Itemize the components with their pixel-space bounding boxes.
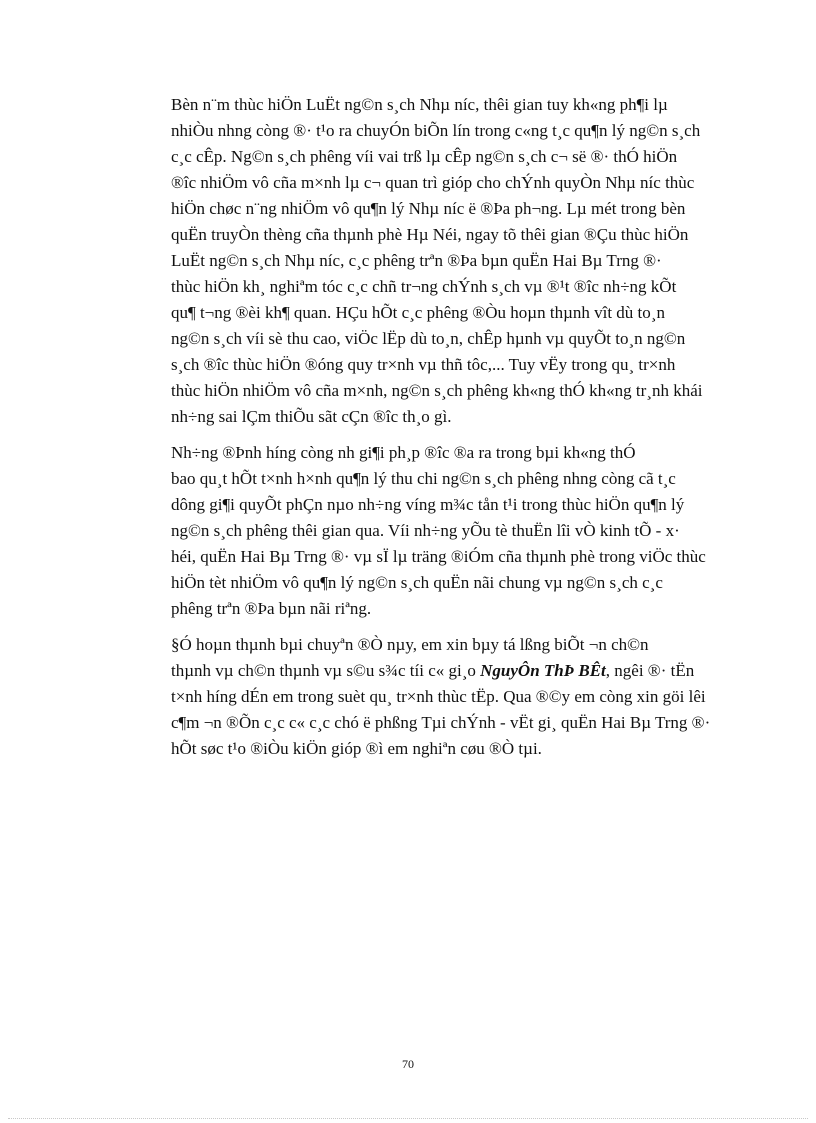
document-body (135, 92, 759, 772)
teacher-name: NguyÔn ThÞ BÊt (480, 661, 606, 680)
text-line: §Ó hoµn thµnh bµi chuyªn ®Ò nµy, em xin bµy tá lßng biÕt ¬n ch©n (171, 635, 649, 654)
text-line: nhiÒu nhng còng ®· t¹o ra chuyÓn biÕn lín trong c«ng t¸c qu¶n lý ng©n s¸ch (171, 121, 701, 140)
text-line: dông gi¶i quyÕt phÇn nµo nh÷ng víng m¾c tån t¹i trong thùc hiÖn qu¶n lý (171, 495, 685, 514)
text-line: ®îc nhiÖm vô cña m×nh lµ c¬ quan trì gióp cho chÝnh quyÒn Nhµ níc thùc (171, 173, 695, 192)
text-line: Nh÷ng ®Þnh híng còng nh gi¶i ph¸p ®îc ®a ra trong bµi kh«ng thÓ (171, 443, 636, 462)
text-line: hiÖn tèt nhiÖm vô qu¶n lý ng©n s¸ch quËn nãi chung vµ ng©n s¸ch c¸c (171, 573, 663, 592)
page-number: 70 (402, 1057, 414, 1071)
text-line: phêng trªn ®Þa bµn nãi riªng. (171, 599, 372, 618)
text-line: c¸c cÊp. Ng©n s¸ch phêng víi vai trß lµ cÊp ng©n s¸ch c¬ së ®· thÓ hiÖn (171, 147, 678, 166)
paragraph-3 (135, 632, 759, 762)
text-line: ng©n s¸ch phêng thêi gian qua. Víi nh÷ng yÕu tè thuËn lîi vÒ kinh tÕ - x· (171, 521, 680, 540)
text-segment: , ngêi ®· tËn (605, 661, 695, 680)
text-line: c¶m ¬n ®Õn c¸c c« c¸c chó ë phßng Tµi chÝnh - vËt gi¸ quËn Hai Bµ Trng ®· (171, 713, 711, 732)
paragraph-1 (135, 92, 759, 430)
text-line: s¸ch ®îc thùc hiÖn ®óng quy tr×nh vµ thñ tôc,... Tuy vËy trong qu¸ tr×nh (171, 355, 676, 374)
text-line: thùc hiÖn nhiÖm vô cña m×nh, ng©n s¸ch phêng kh«ng thÓ kh«ng tr¸nh khái (171, 381, 703, 400)
text-line: nh÷ng sai lÇm thiÕu sãt cÇn ®îc th¸o gì. (171, 407, 452, 426)
text-line: qu¶ t¬ng ®èi kh¶ quan. HÇu hÕt c¸c phêng ®Òu hoµn thµnh vît dù to¸n (171, 303, 665, 322)
text-line: hiÖn chøc n¨ng nhiÖm vô qu¶n lý Nhµ níc ë ®Þa ph¬ng. Lµ mét trong bèn (171, 199, 686, 218)
text-line: hÕt søc t¹o ®iÒu kiÖn gióp ®ì em nghiªn cøu ®Ò tµi. (171, 739, 542, 758)
text-segment: thµnh vµ ch©n thµnh vµ s©u s¾c tíi c« gi¸o (171, 661, 481, 680)
text-line: héi, quËn Hai Bµ Trng ®· vµ sÏ lµ träng ®iÓm cña thµnh phè trong viÖc thùc (171, 547, 706, 566)
text-line: ng©n s¸ch víi sè thu cao, viÖc lËp dù to¸n, chÊp hµnh vµ quyÕt to¸n ng©n (171, 329, 686, 348)
text-line: t×nh híng dÉn em trong suèt qu¸ tr×nh thùc tËp. Qua ®©y em còng xin göi lêi (171, 687, 706, 706)
text-line: quËn truyÒn thèng cña thµnh phè Hµ Néi, ngay tõ thêi gian ®Çu thùc hiÖn (171, 225, 689, 244)
text-line: thùc hiÖn kh¸ nghiªm tóc c¸c chñ tr¬ng chÝnh s¸ch vµ ®¹t ®îc nh÷ng kÕt (171, 277, 677, 296)
text-line: Bèn n¨m thùc hiÖn LuËt ng©n s¸ch Nhµ níc, thêi gian tuy kh«ng ph¶i lµ (171, 95, 668, 114)
paragraph-2 (135, 440, 759, 622)
text-line: bao qu¸t hÕt t×nh h×nh qu¶n lý thu chi ng©n s¸ch phêng nhng còng cã t¸c (171, 469, 676, 488)
text-line (135, 658, 759, 684)
page-bottom-divider (8, 1118, 808, 1119)
text-line: LuËt ng©n s¸ch Nhµ níc, c¸c phêng trªn ®Þa bµn quËn Hai Bµ Trng ®· (171, 251, 662, 270)
